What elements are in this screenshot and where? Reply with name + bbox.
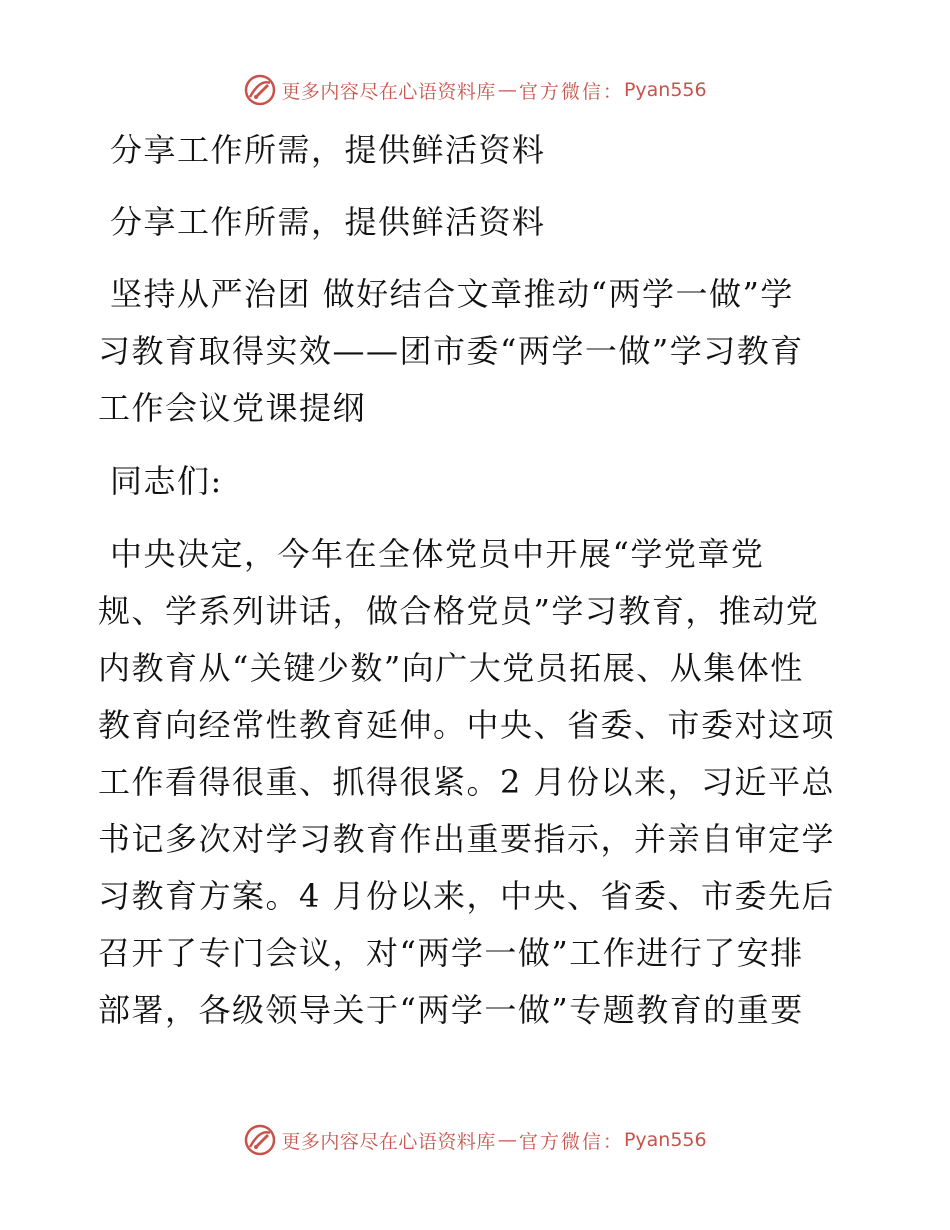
body-line: 书记多次对学习教育作出重要指示，并亲自审定学 — [98, 820, 836, 858]
banner-wechat-id: Pyan556 — [623, 1129, 707, 1151]
body-line: 教育向经常性教育延伸。中央、省委、市委对这项 — [98, 706, 836, 744]
body-line: 内教育从“关键少数”向广大党员拓展、从集体性 — [98, 649, 804, 687]
header-watermark — [0, 70, 950, 110]
body-line: 工作看得很重、抓得很紧。2 月份以来，习近平总 — [98, 763, 836, 801]
banner-wechat-label: 官方微信： — [518, 1130, 624, 1153]
banner-wechat-id: Pyan556 — [623, 79, 707, 101]
pen-logo-icon — [243, 1123, 277, 1157]
body-line: 习教育方案。4 月份以来，中央、省委、市委先后 — [98, 877, 836, 915]
banner-wechat-label: 官方微信： — [518, 80, 624, 103]
document-title-line: 坚持从严治团 做好结合文章推动“两学一做”学 — [110, 275, 794, 313]
document-title-line: 习教育取得实效——团市委“两学一做”学习教育 — [98, 332, 804, 370]
document-title-line: 工作会议党课提纲 — [98, 389, 367, 427]
body-line: 规、学系列讲话，做合格党员”学习教育，推动党 — [98, 592, 820, 630]
footer-watermark — [0, 1120, 950, 1160]
banner-brand: 更多内容尽在心语资料库 — [281, 80, 496, 103]
banner-separator: — — [497, 79, 517, 101]
tagline: 分享工作所需，提供鲜活资料 — [110, 203, 546, 241]
body-line: 召开了专门会议，对“两学一做”工作进行了安排 — [98, 934, 804, 972]
document-body — [98, 122, 858, 1039]
body-line: 部署，各级领导关于“两学一做”专题教育的重要 — [98, 991, 804, 1029]
banner-brand: 更多内容尽在心语资料库 — [281, 1130, 496, 1153]
body-line: 中央决定，今年在全体党员中开展“学党章党 — [110, 535, 765, 573]
banner-separator: — — [497, 1129, 517, 1151]
tagline: 分享工作所需，提供鲜活资料 — [110, 131, 546, 169]
pen-logo-icon — [243, 73, 277, 107]
greeting: 同志们: — [110, 462, 223, 500]
